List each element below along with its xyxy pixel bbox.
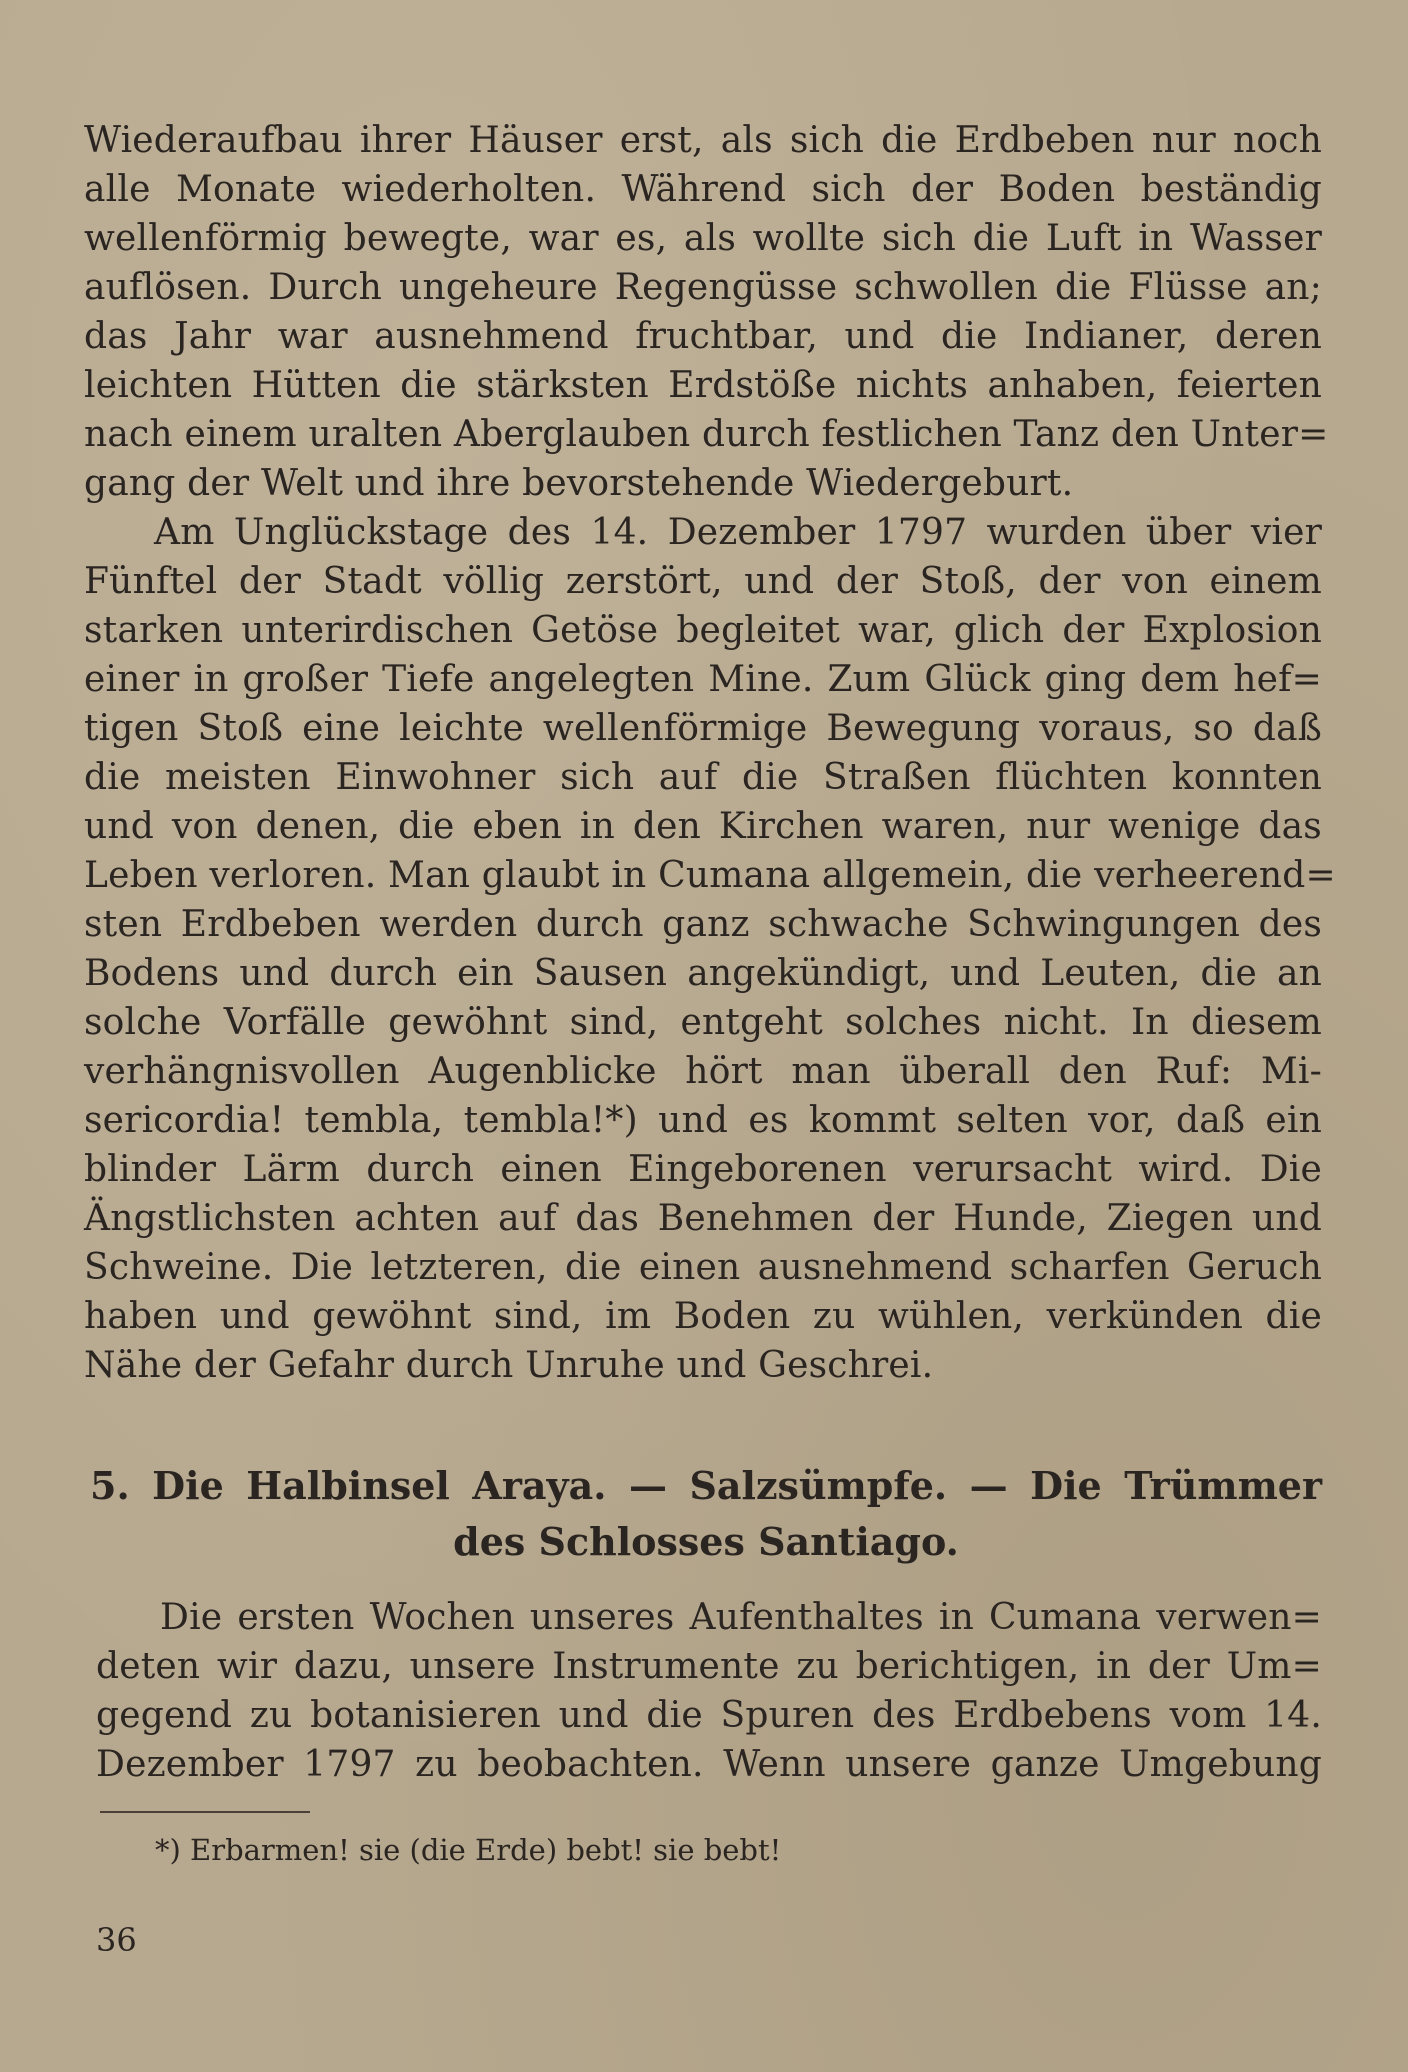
text-line: Ängstlichsten achten auf das Benehmen der Hunde, Ziegen und	[84, 1198, 1322, 1239]
text-line: Bodens und durch ein Sausen angekündigt, und Leuten, die an	[84, 953, 1322, 994]
text-line: Die ersten Wochen unseres Aufenthaltes in Cumana verwen=	[160, 1597, 1322, 1638]
text-line: haben und gewöhnt sind, im Boden zu wühlen, verkünden die	[84, 1296, 1322, 1337]
text-line: auflösen. Durch ungeheure Regengüsse schwollen die Flüsse an;	[84, 267, 1322, 308]
text-line: sericordia! tembla, tembla!*) und es kommt selten vor, daß ein	[84, 1100, 1322, 1141]
paragraph-2	[84, 508, 1336, 1390]
text-line: Fünftel der Stadt völlig zerstört, und der Stoß, der von einem	[84, 561, 1322, 602]
text-line: nach einem uralten Aberglauben durch festlichen Tanz den Unter=	[84, 414, 1329, 455]
text-line: alle Monate wiederholten. Während sich der Boden beständig	[84, 169, 1322, 210]
text-line: sten Erdbeben werden durch ganz schwache Schwingungen des	[84, 904, 1322, 945]
text-line: starken unterirdischen Getöse begleitet war, glich der Explosion	[84, 610, 1322, 651]
page-number: 36	[96, 1921, 137, 1959]
text-line: wellenförmig bewegte, war es, als wollte sich die Luft in Wasser	[84, 218, 1322, 259]
text-line: und von denen, die eben in den Kirchen waren, nur wenige das	[84, 806, 1322, 847]
section-heading-line: 5. Die Halbinsel Araya. — Salzsümpfe. — Die Trümmer	[90, 1463, 1322, 1508]
text-line: einer in großer Tiefe angelegten Mine. Zum Glück ging dem hef=	[84, 659, 1322, 700]
text-line: verhängnisvollen Augenblicke hört man überall den Ruf: Mi-	[84, 1051, 1322, 1092]
paragraph-1	[84, 116, 1329, 508]
text-line: die meisten Einwohner sich auf die Straßen flüchten konnten	[84, 757, 1322, 798]
text-line: Am Unglückstage des 14. Dezember 1797 wurden über vier	[154, 512, 1322, 553]
text-line: das Jahr war ausnehmend fruchtbar, und die Indianer, deren	[84, 316, 1322, 357]
text-line: deten wir dazu, unsere Instrumente zu berichtigen, in der Um=	[96, 1646, 1322, 1687]
footnote: *) Erbarmen! sie (die Erde) bebt! sie bebt!	[155, 1833, 782, 1867]
text-line: leichten Hütten die stärksten Erdstöße nichts anhaben, feierten	[84, 365, 1322, 406]
text-line: Wiederaufbau ihrer Häuser erst, als sich die Erdbeben nur noch	[84, 120, 1322, 161]
text-line: gang der Welt und ihre bevorstehende Wiedergeburt.	[84, 463, 1074, 504]
text-line: Leben verloren. Man glaubt in Cumana allgemein, die verheerend=	[84, 855, 1336, 896]
footnote-divider	[100, 1811, 310, 1813]
section-heading	[90, 1458, 1322, 1570]
text-line: Dezember 1797 zu beobachten. Wenn unsere ganze Umgebung	[96, 1744, 1322, 1785]
text-line: Schweine. Die letzteren, die einen ausnehmend scharfen Geruch	[84, 1247, 1322, 1288]
section-heading-line: des Schlosses Santiago.	[453, 1519, 959, 1564]
text-line: Nähe der Gefahr durch Unruhe und Geschrei.	[84, 1345, 934, 1386]
text-line: solche Vorfälle gewöhnt sind, entgeht solches nicht. In diesem	[84, 1002, 1322, 1043]
paragraph-3	[96, 1593, 1322, 1789]
text-line: blinder Lärm durch einen Eingeborenen verursacht wird. Die	[84, 1149, 1322, 1190]
text-line: gegend zu botanisieren und die Spuren des Erdbebens vom 14.	[96, 1695, 1322, 1736]
text-line: tigen Stoß eine leichte wellenförmige Bewegung voraus, so daß	[84, 708, 1322, 749]
